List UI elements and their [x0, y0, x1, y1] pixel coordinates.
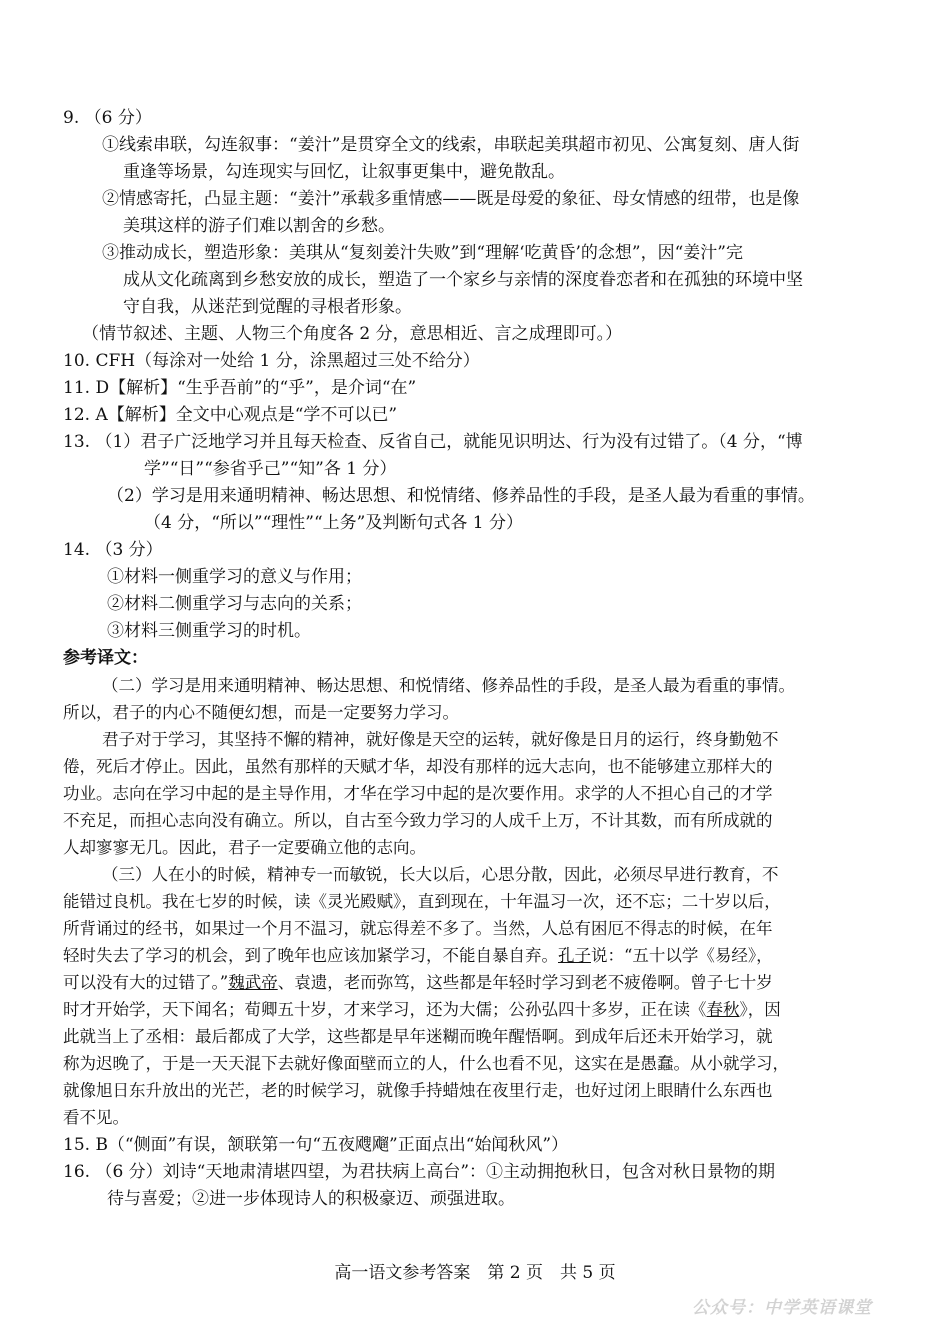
q16-line2: 待与喜爱；②进一步体现诗人的积极豪迈、顽强进取。 — [107, 1189, 515, 1209]
translation-paraB-line2: 倦，死后才停止。因此，虽然有那样的天赋才华，却没有那样的远大志向，也不能够建立那样大的 — [63, 757, 773, 776]
translation-heading: 参考译文： — [63, 648, 148, 668]
name-wei-emperor: 魏武帝 — [228, 973, 278, 992]
translation-para3-line4 — [63, 945, 773, 967]
q13-part2-line2: （4 分，“所以”“理性”“上务”及判断句式各 1 分） — [144, 513, 523, 533]
page-footer: 高一语文参考答案 第 2 页 共 5 页 — [334, 1263, 616, 1283]
name-confucius: 孔子 — [558, 946, 591, 965]
translation-para3-line9: 就像旭日东升放出的光芒，老的时候学习，就像手持蜡烛在夜里行走，也好过闭上眼睛什么东西也 — [63, 1081, 773, 1100]
watermark: 公众号：中学英语课堂 — [692, 1298, 872, 1318]
q13-part1-line1: 13. （1）君子广泛地学习并且每天检查、反省自己，就能见识明达、行为没有过错了。（4 分，“博 — [63, 432, 803, 452]
translation-para3-line2: 能错过良机。我在七岁的时候，读《灵光殿赋》，直到现在，十年温习一次，还不忘；二十岁以后， — [63, 892, 781, 911]
q15-answer: 15. B（“侧面”有误，颔联第一句“五夜飕飗”正面点出“始闻秋风”） — [63, 1135, 569, 1155]
q13-part1-line2: 学”“日”“参省乎己”“知”各 1 分） — [144, 459, 397, 479]
q12-answer: 12. A【解析】全文中心观点是“学不可以已” — [63, 405, 398, 425]
translation-paraB-line4: 不充足，而担心志向没有确立。所以，自古至今致力学习的人成千上万，不计其数，而有所成就的 — [63, 811, 773, 830]
translation-para2-line2: 所以，君子的内心不随便幻想，而是一定要努力学习。 — [63, 703, 459, 722]
translation-paraB-line5: 人却寥寥无几。因此，君子一定要确立他的志向。 — [63, 838, 426, 857]
q14-item1: ①材料一侧重学习的意义与作用； — [107, 567, 362, 587]
translation-para3-line8: 称为迟晚了，于是一天天混下去就好像面壁而立的人，什么也看不见，这实在是愚蠢。从小就学习， — [63, 1054, 789, 1073]
q14-head: 14. （3 分） — [63, 540, 163, 560]
line5-start: 可以没有大的过错了。” — [63, 973, 229, 992]
q9-point2-line1: ②情感寄托，凸显主题：“姜汁”承载多重情感——既是母爱的象征、母女情感的纽带，也是像 — [102, 189, 800, 209]
q9-point3-line2: 成从文化疏离到乡愁安放的成长，塑造了一个家乡与亲情的深度眷恋者和在孤独的环境中坚 — [123, 270, 803, 290]
q9-point3-line1: ③推动成长，塑造形象：美琪从“复刻姜汁失败”到“理解‘吃黄昏’的念想”，因“姜汁”完 — [102, 243, 743, 263]
translation-para2-line1: （二）学习是用来通明精神、畅达思想、和悦情绪、修养品性的手段，是圣人最为看重的事情。 — [102, 676, 795, 695]
line5-rest: 、袁遗，老而弥笃，这些都是年轻时学习到老不疲倦啊。曾子七十岁 — [277, 973, 773, 992]
translation-para3-line6 — [63, 999, 781, 1021]
q9-head: 9. （6 分） — [63, 108, 152, 128]
translation-para3-line3: 所背诵过的经书，如果过一个月不温习，就忘得差不多了。当然，人总有困厄不得志的时候，在年 — [63, 919, 773, 938]
translation-paraB-line1: 君子对于学习，其坚持不懈的精神，就好像是天空的运转，就好像是日月的运行，终身勤勉不 — [102, 730, 779, 749]
translation-para3-line1: （三）人在小的时候，精神专一而敏锐，长大以后，心思分散，因此，必须尽早进行教育，不 — [102, 865, 779, 884]
line4-text: 轻时失去了学习的机会，到了晚年也应该加紧学习，不能自暴自弃。 — [63, 946, 558, 965]
line4-quote: 说：“五十以学《易经》， — [591, 946, 773, 965]
q16-line1: 16. （6 分）刘诗“天地肃清堪四望，为君扶病上高台”：①主动拥抱秋日，包含对秋日景物的期 — [63, 1162, 776, 1182]
line6-end: 》，因 — [739, 1000, 781, 1019]
line6-text: 时才开始学，天下闻名；荀卿五十岁，才来学习，还为大儒；公孙弘四十多岁，正在读《 — [63, 1000, 707, 1019]
q10-answer: 10. CFH（每涂对一处给 1 分，涂黑超过三处不给分） — [63, 351, 480, 371]
q14-item3: ③材料三侧重学习的时机。 — [107, 621, 311, 641]
translation-paraB-line3: 功业。志向在学习中起的是主导作用，才华在学习中起的是次要作用。求学的人不担心自己的才学 — [63, 784, 773, 803]
q11-answer: 11. D【解析】“生乎吾前”的“乎”，是介词“在” — [63, 378, 417, 398]
q9-point3-line3: 守自我，从迷茫到觉醒的寻根者形象。 — [123, 297, 412, 317]
q9-scoring-note: （情节叙述、主题、人物三个角度各 2 分，意思相近、言之成理即可。） — [82, 324, 623, 344]
q13-part2-line1: （2）学习是用来通明精神、畅达思想、和悦情绪、修养品性的手段，是圣人最为看重的事情。 — [107, 486, 815, 506]
q9-point1-line1: ①线索串联，勾连叙事：“姜汁”是贯穿全文的线索，串联起美琪超市初见、公寓复刻、唐人街 — [102, 135, 800, 155]
translation-para3-line5 — [63, 972, 773, 994]
book-chunqiu: 春秋 — [706, 1000, 740, 1019]
translation-para3-line7: 此就当上了丞相：最后都成了大学，这些都是早年迷糊而晚年醒悟啊。到成年后还未开始学习，就 — [63, 1027, 773, 1046]
q14-item2: ②材料二侧重学习与志向的关系； — [107, 594, 362, 614]
translation-para3-line10: 看不见。 — [63, 1108, 129, 1127]
q9-point1-line2: 重逢等场景，勾连现实与回忆，让叙事更集中，避免散乱。 — [123, 162, 565, 182]
q9-point2-line2: 美琪这样的游子们难以割舍的乡愁。 — [123, 216, 395, 236]
